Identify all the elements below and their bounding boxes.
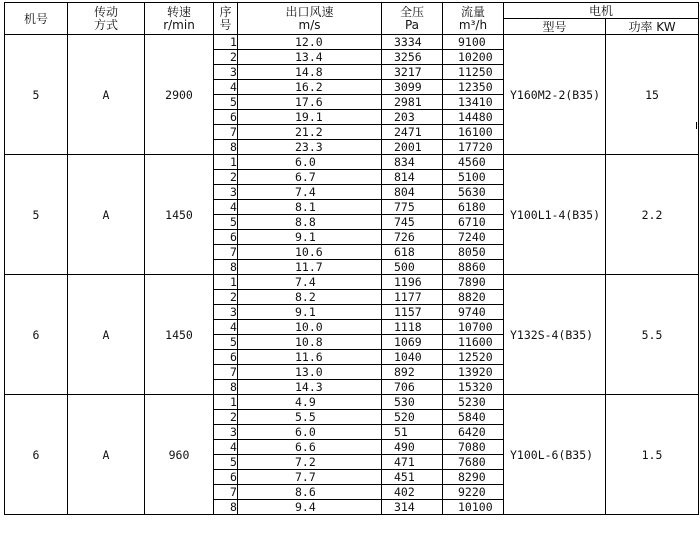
outlet-speed-cell: 11.6 [238, 350, 382, 365]
outlet-speed-cell: 7.7 [238, 470, 382, 485]
seq-cell: 8 [214, 140, 238, 155]
motor-model-cell: Y100L1-4(B35) [504, 155, 606, 275]
flow-rate-cell: 7680 [443, 455, 504, 470]
total-pressure-cell: 775 [382, 200, 443, 215]
total-pressure-cell: 834 [382, 155, 443, 170]
outlet-speed-cell: 19.1 [238, 110, 382, 125]
seq-cell: 1 [214, 395, 238, 410]
flow-rate-cell: 9220 [443, 485, 504, 500]
seq-cell: 5 [214, 215, 238, 230]
outlet-speed-cell: 14.8 [238, 65, 382, 80]
outlet-speed-cell: 8.2 [238, 290, 382, 305]
seq-cell: 6 [214, 470, 238, 485]
outlet-speed-cell: 13.0 [238, 365, 382, 380]
total-pressure-cell: 804 [382, 185, 443, 200]
total-pressure-cell: 3099 [382, 80, 443, 95]
outlet-speed-cell: 9.1 [238, 305, 382, 320]
flow-rate-cell: 8820 [443, 290, 504, 305]
header-seq-bottom: 号 [219, 17, 232, 32]
machine-no-cell: 6 [5, 275, 68, 395]
header-rpm-bottom: r/min [163, 17, 195, 32]
table-header [5, 3, 699, 35]
total-pressure-cell: 1118 [382, 320, 443, 335]
motor-power-cell: 15 [606, 35, 699, 155]
flow-rate-cell: 6420 [443, 425, 504, 440]
table-row [5, 395, 699, 410]
flow-rate-cell: 10200 [443, 50, 504, 65]
motor-model-cell: Y132S-4(B35) [504, 275, 606, 395]
flow-rate-cell: 5630 [443, 185, 504, 200]
seq-cell: 5 [214, 95, 238, 110]
motor-model-cell: Y160M2-2(B35) [504, 35, 606, 155]
header-seq-top: 序 [219, 4, 232, 19]
outlet-speed-cell: 7.2 [238, 455, 382, 470]
flow-rate-cell: 9100 [443, 35, 504, 50]
outlet-speed-cell: 10.0 [238, 320, 382, 335]
header-speed-bottom: m/s [298, 17, 321, 32]
total-pressure-cell: 314 [382, 500, 443, 515]
outlet-speed-cell: 10.8 [238, 335, 382, 350]
outlet-speed-cell: 16.2 [238, 80, 382, 95]
total-pressure-cell: 402 [382, 485, 443, 500]
seq-cell: 8 [214, 380, 238, 395]
flow-rate-cell: 13410 [443, 95, 504, 110]
drive-mode-cell: A [68, 275, 145, 395]
flow-rate-cell: 7080 [443, 440, 504, 455]
total-pressure-cell: 530 [382, 395, 443, 410]
header-motor: 电机 [504, 3, 699, 19]
total-pressure-cell: 1177 [382, 290, 443, 305]
seq-cell: 3 [214, 425, 238, 440]
header-pressure-bottom: Pa [404, 17, 420, 32]
seq-cell: 5 [214, 455, 238, 470]
header-rpm-top: 转速 [166, 4, 191, 19]
flow-rate-cell: 10700 [443, 320, 504, 335]
seq-cell: 7 [214, 365, 238, 380]
flow-rate-cell: 5230 [443, 395, 504, 410]
header-motor-power: 功率 KW [606, 19, 699, 35]
seq-cell: 6 [214, 350, 238, 365]
flow-rate-cell: 16100 [443, 125, 504, 140]
header-drive-mode [68, 3, 145, 35]
rpm-cell: 960 [145, 395, 214, 515]
machine-no-cell: 5 [5, 35, 68, 155]
header-speed-top: 出口风速 [285, 4, 334, 19]
flow-rate-cell: 8860 [443, 260, 504, 275]
seq-cell: 2 [214, 290, 238, 305]
seq-cell: 2 [214, 50, 238, 65]
flow-rate-cell: 11250 [443, 65, 504, 80]
flow-rate-cell: 9740 [443, 305, 504, 320]
outlet-speed-cell: 6.0 [238, 155, 382, 170]
header-outlet-speed [238, 3, 382, 35]
seq-cell: 1 [214, 35, 238, 50]
total-pressure-cell: 3256 [382, 50, 443, 65]
outlet-speed-cell: 4.9 [238, 395, 382, 410]
total-pressure-cell: 490 [382, 440, 443, 455]
flow-rate-cell: 7890 [443, 275, 504, 290]
fan-performance-sheet [4, 2, 699, 515]
seq-cell: 6 [214, 110, 238, 125]
seq-cell: 4 [214, 200, 238, 215]
table-body [5, 35, 699, 515]
outlet-speed-cell: 7.4 [238, 275, 382, 290]
outlet-speed-cell: 13.4 [238, 50, 382, 65]
flow-rate-cell: 12520 [443, 350, 504, 365]
outlet-speed-cell: 14.3 [238, 380, 382, 395]
total-pressure-cell: 1040 [382, 350, 443, 365]
header-drive-bottom: 方式 [93, 17, 118, 32]
total-pressure-cell: 1196 [382, 275, 443, 290]
outlet-speed-cell: 12.0 [238, 35, 382, 50]
total-pressure-cell: 51 [382, 425, 443, 440]
flow-rate-cell: 5100 [443, 170, 504, 185]
total-pressure-cell: 1069 [382, 335, 443, 350]
table-row [5, 155, 699, 170]
total-pressure-cell: 618 [382, 245, 443, 260]
total-pressure-cell: 1157 [382, 305, 443, 320]
machine-no-cell: 5 [5, 155, 68, 275]
seq-cell: 3 [214, 185, 238, 200]
total-pressure-cell: 203 [382, 110, 443, 125]
seq-cell: 3 [214, 65, 238, 80]
seq-cell: 7 [214, 245, 238, 260]
motor-model-cell: Y100L-6(B35) [504, 395, 606, 515]
total-pressure-cell: 892 [382, 365, 443, 380]
header-total-pressure [382, 3, 443, 35]
flow-rate-cell: 13920 [443, 365, 504, 380]
table-row [5, 35, 699, 50]
seq-cell: 7 [214, 125, 238, 140]
table-row [5, 275, 699, 290]
flow-rate-cell: 4560 [443, 155, 504, 170]
header-machine-no: 机号 [5, 3, 68, 35]
outlet-speed-cell: 6.6 [238, 440, 382, 455]
total-pressure-cell: 2001 [382, 140, 443, 155]
seq-cell: 8 [214, 500, 238, 515]
header-sequence [214, 3, 238, 35]
outlet-speed-cell: 8.6 [238, 485, 382, 500]
rpm-cell: 1450 [145, 275, 214, 395]
seq-cell: 7 [214, 485, 238, 500]
header-rotation-speed [145, 3, 214, 35]
right-edge-mark [696, 122, 700, 129]
drive-mode-cell: A [68, 35, 145, 155]
outlet-speed-cell: 9.4 [238, 500, 382, 515]
total-pressure-cell: 471 [382, 455, 443, 470]
outlet-speed-cell: 23.3 [238, 140, 382, 155]
total-pressure-cell: 3217 [382, 65, 443, 80]
outlet-speed-cell: 10.6 [238, 245, 382, 260]
total-pressure-cell: 2471 [382, 125, 443, 140]
flow-rate-cell: 5840 [443, 410, 504, 425]
outlet-speed-cell: 11.7 [238, 260, 382, 275]
flow-rate-cell: 14480 [443, 110, 504, 125]
outlet-speed-cell: 17.6 [238, 95, 382, 110]
flow-rate-cell: 8050 [443, 245, 504, 260]
seq-cell: 6 [214, 230, 238, 245]
flow-rate-cell: 15320 [443, 380, 504, 395]
outlet-speed-cell: 6.0 [238, 425, 382, 440]
machine-no-cell: 6 [5, 395, 68, 515]
outlet-speed-cell: 6.7 [238, 170, 382, 185]
motor-power-cell: 2.2 [606, 155, 699, 275]
seq-cell: 1 [214, 155, 238, 170]
total-pressure-cell: 726 [382, 230, 443, 245]
outlet-speed-cell: 5.5 [238, 410, 382, 425]
flow-rate-cell: 8290 [443, 470, 504, 485]
seq-cell: 3 [214, 305, 238, 320]
fan-performance-table [4, 2, 699, 515]
header-flow-top: 流量 [460, 4, 485, 19]
flow-rate-cell: 10100 [443, 500, 504, 515]
motor-power-cell: 5.5 [606, 275, 699, 395]
header-drive-top: 传动 [93, 4, 118, 19]
flow-rate-cell: 11600 [443, 335, 504, 350]
drive-mode-cell: A [68, 395, 145, 515]
seq-cell: 4 [214, 320, 238, 335]
header-pressure-top: 全压 [399, 4, 424, 19]
flow-rate-cell: 6180 [443, 200, 504, 215]
rpm-cell: 1450 [145, 155, 214, 275]
total-pressure-cell: 2981 [382, 95, 443, 110]
seq-cell: 1 [214, 275, 238, 290]
seq-cell: 4 [214, 80, 238, 95]
drive-mode-cell: A [68, 155, 145, 275]
flow-rate-cell: 7240 [443, 230, 504, 245]
rpm-cell: 2900 [145, 35, 214, 155]
seq-cell: 8 [214, 260, 238, 275]
total-pressure-cell: 745 [382, 215, 443, 230]
flow-rate-cell: 6710 [443, 215, 504, 230]
total-pressure-cell: 814 [382, 170, 443, 185]
outlet-speed-cell: 7.4 [238, 185, 382, 200]
flow-rate-cell: 12350 [443, 80, 504, 95]
total-pressure-cell: 3334 [382, 35, 443, 50]
total-pressure-cell: 706 [382, 380, 443, 395]
seq-cell: 2 [214, 410, 238, 425]
total-pressure-cell: 500 [382, 260, 443, 275]
header-motor-model: 型号 [504, 19, 606, 35]
outlet-speed-cell: 8.1 [238, 200, 382, 215]
outlet-speed-cell: 9.1 [238, 230, 382, 245]
header-flow-bottom: m³/h [458, 17, 488, 32]
total-pressure-cell: 520 [382, 410, 443, 425]
seq-cell: 4 [214, 440, 238, 455]
motor-power-cell: 1.5 [606, 395, 699, 515]
outlet-speed-cell: 8.8 [238, 215, 382, 230]
total-pressure-cell: 451 [382, 470, 443, 485]
seq-cell: 5 [214, 335, 238, 350]
flow-rate-cell: 17720 [443, 140, 504, 155]
header-flow-rate [443, 3, 504, 35]
seq-cell: 2 [214, 170, 238, 185]
outlet-speed-cell: 21.2 [238, 125, 382, 140]
